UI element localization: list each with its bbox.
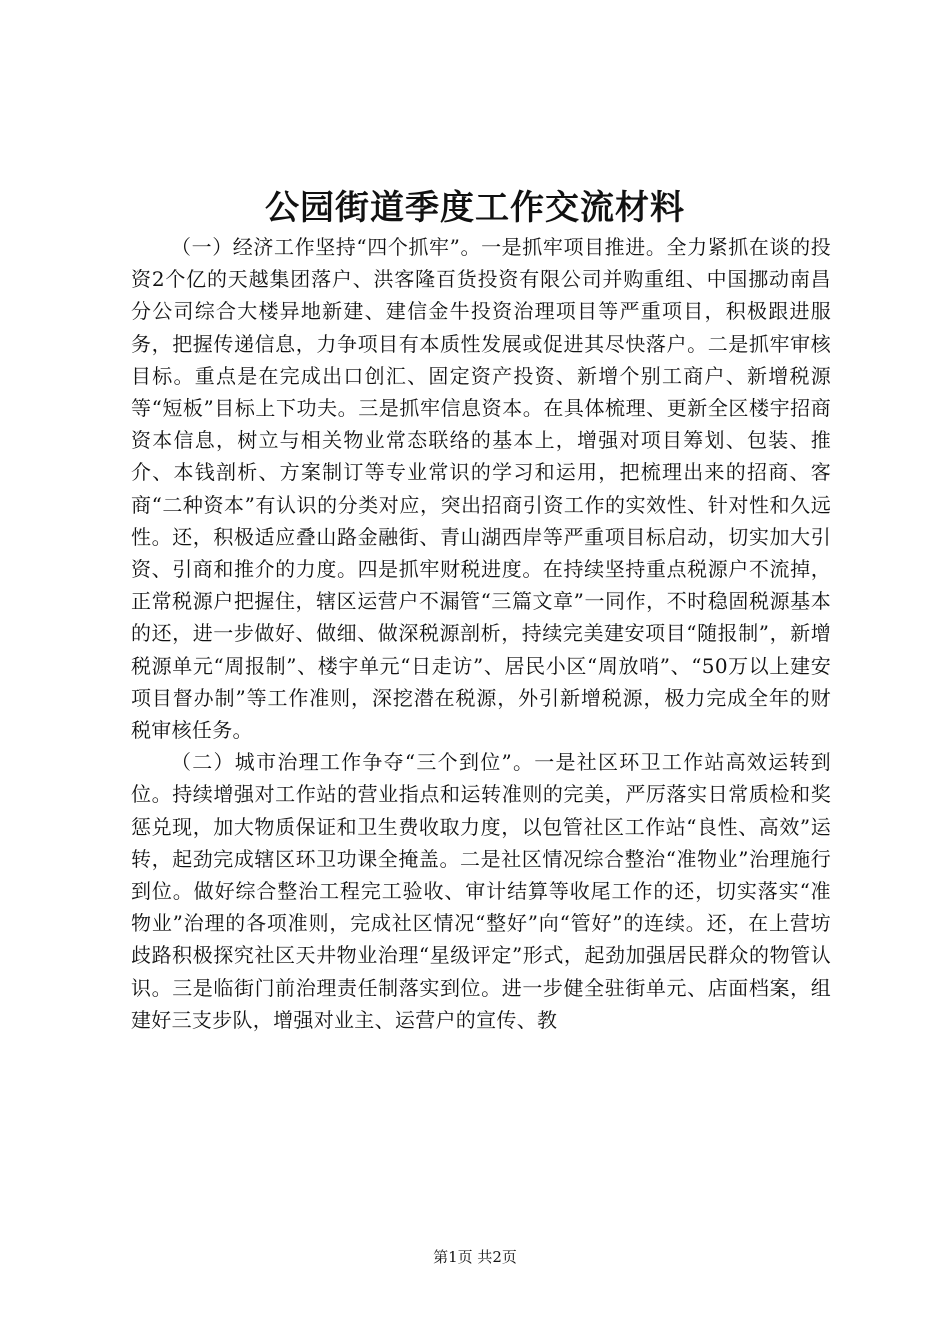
document-body [131,231,831,1036]
document-title: 公园街道季度工作交流材料 [265,188,685,228]
paragraph-economic-work: （一）经济工作坚持“四个抓牢”。一是抓牢项目推进。全力紧抓在谈的投资2个亿的天越集团落户、洪客隆百货投资有限公司并购重组、中国挪动南昌分公司综合大楼异地新建、建信金牛投资治理项目等严重项目，积极跟进服务，把握传递信息，力争项目有本质性发展或促进其尽快落户。二是抓牢审核目标。重点是在完成出口创汇、固定资产投资、新增个别工商户、新增税源等“短板”目标上下功夫。三是抓牢信息资本。在具体梳理、更新全区楼宇招商资本信息，树立与相关物业常态联络的基本上，增强对项目筹划、包装、推介、本钱剖析、方案制订等专业常识的学习和运用，把梳理出来的招商、客商“二种资本”有认识的分类对应，突出招商引资工作的实效性、针对性和久远性。还，积极适应叠山路金融街、青山湖西岸等严重项目标启动，切实加大引资、引商和推介的力度。四是抓牢财税进度。在持续坚持重点税源户不流掉，正常税源户把握住，辖区运营户不漏管“三篇文章”一同作，不时稳固税源基本的还，进一步做好、做细、做深税源剖析，持续完美建安项目“随报制”，新增税源单元“周报制”、楼宇单元“日走访”、居民小区“周放哨”、“50万以上建安项目督办制”等工作准则，深挖潜在税源，外引新增税源，极力完成全年的财税审核任务。 [131,235,831,743]
page-number-footer: 第1页 共2页 [433,1248,517,1266]
paragraph-city-management: （二）城市治理工作争夺“三个到位”。一是社区环卫工作站高效运转到位。持续增强对工作站的营业指点和运转准则的完美，严厉落实日常质检和奖惩兑现，加大物质保证和卫生费收取力度，以包管社区工作站“良性、高效”运转，起劲完成辖区环卫功课全掩盖。二是社区情况综合整治“准物业”治理施行到位。做好综合整治工程完工验收、审计结算等收尾工作的还，切实落实“准物业”治理的各项准则，完成社区情况“整好”向“管好”的连续。还，在上营坊歧路积极探究社区天井物业治理“星级评定”形式，起劲加强居民群众的物管认识。三是临街门前治理责任制落实到位。进一步健全驻街单元、店面档案，组建好三支步队，增强对业主、运营户的宣传、教 [131,750,831,1032]
